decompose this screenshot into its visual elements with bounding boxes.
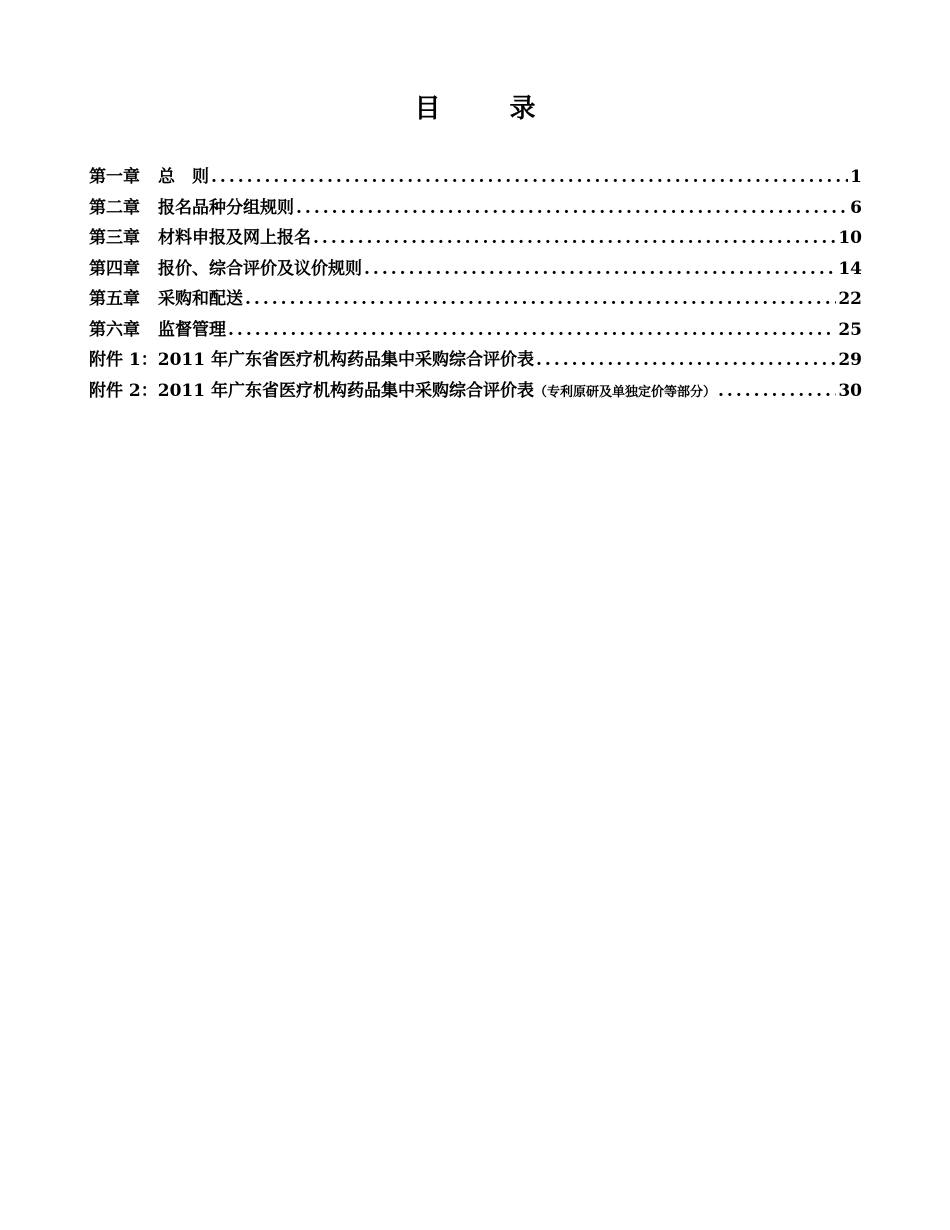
toc-leader-dots [313,228,836,248]
toc-heading: 报名品种分组规则 [158,197,294,218]
toc-chapter-label: 第一章 [89,167,140,187]
toc-entry[interactable] [89,345,862,376]
toc-chapter-label: 第六章 [89,319,140,340]
toc-leader-dots [245,289,836,309]
toc-page-number: 30 [838,380,862,401]
toc-chapter-label: 第四章 [89,258,140,279]
table-of-contents [89,162,862,406]
toc-chapter-label: 第二章 [89,197,140,218]
page-title: 目 录 [414,94,566,124]
toc-leader-dots [536,350,836,370]
toc-heading [158,376,716,401]
toc-leader-dots [296,198,848,218]
toc-heading-note: （专利原研及单独定价等部分） [533,384,716,400]
toc-entry[interactable] [89,315,862,346]
toc-heading-text: 2011 年广东省医疗机构药品集中采购综合评价表 [157,380,534,401]
toc-leader-dots [718,381,836,401]
toc-entry[interactable] [89,162,862,193]
toc-page-number: 29 [838,350,862,370]
toc-leader-dots [211,167,848,187]
toc-entry[interactable] [89,193,862,224]
toc-chapter-label: 附件 2： [89,380,158,401]
toc-heading: 总 则 [158,167,209,187]
toc-entry[interactable] [89,376,862,407]
toc-heading: 监督管理 [158,319,226,340]
toc-heading: 报价、综合评价及议价规则 [158,258,362,279]
toc-chapter-label: 附件 1： [89,350,158,370]
toc-page-number: 22 [838,289,862,309]
toc-entry[interactable] [89,254,862,285]
toc-page-number: 1 [850,167,862,187]
toc-entry[interactable] [89,284,862,315]
toc-heading: 材料申报及网上报名 [158,228,311,248]
toc-page-number: 6 [850,197,862,218]
toc-chapter-label: 第三章 [89,228,140,248]
toc-leader-dots [228,320,836,340]
toc-page-number: 14 [838,258,862,279]
toc-leader-dots [364,259,836,279]
toc-page-number: 10 [838,228,862,248]
toc-page-number: 25 [838,319,862,340]
toc-chapter-label: 第五章 [89,289,140,309]
toc-heading: 采购和配送 [158,289,243,309]
toc-entry[interactable] [89,223,862,254]
toc-heading: 2011 年广东省医疗机构药品集中采购综合评价表 [157,350,534,370]
